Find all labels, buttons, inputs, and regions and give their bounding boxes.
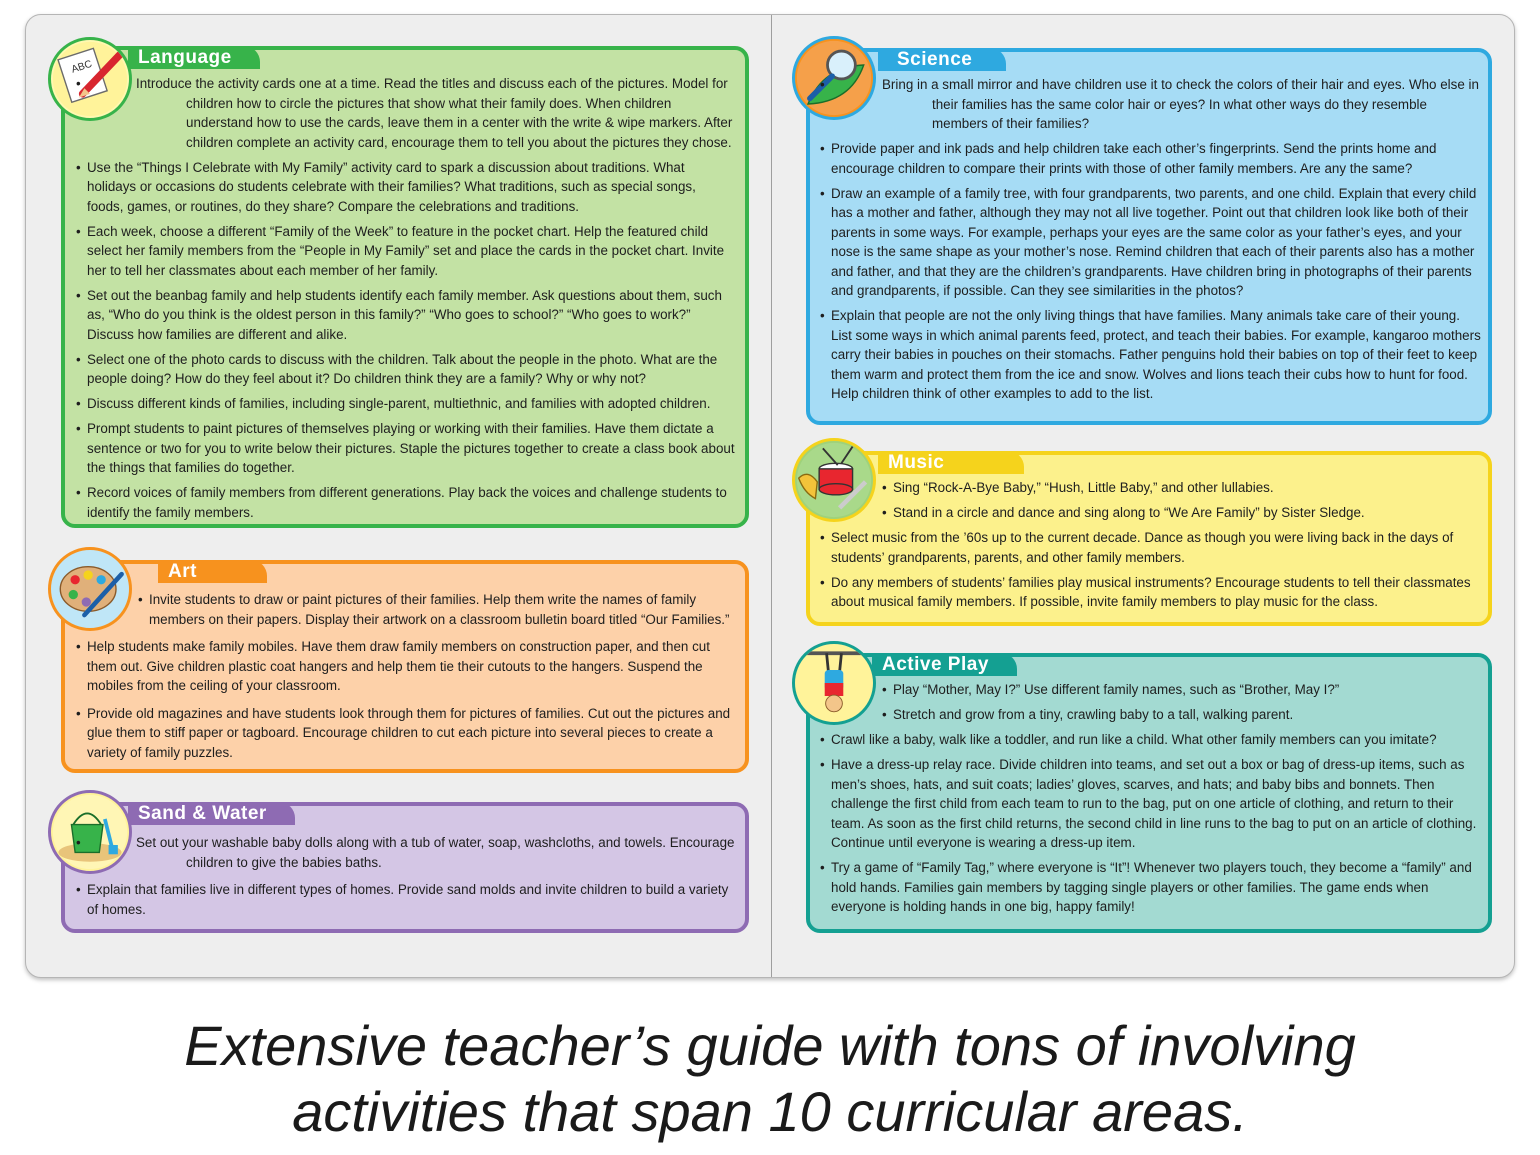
list-item: • Bring in a small mirror and have children use it to check the colors of their hair and eyes. Who else in their families has the same color hair or eyes? In what other ways do they resemble members of their families? — [870, 75, 1482, 134]
list-item: • Have a dress-up relay race. Divide children into teams, and set out a box or bag of dress-up items, such as men’s shoes, hats, and suit coats; ladies’ gloves, scarves, and hats; and baby bibs and bonnets. Then challenge the first child from each team to run to the bag, put on one article of clothing, and return to their team. As soon as the first child returns, the second child in line runs to the bag to put on an article of clothing. Continue until everyone is wearing a dress-up item. — [820, 755, 1484, 853]
language-tab: Language — [128, 46, 260, 69]
list-item: • Try a game of “Family Tag,” where everyone is “It”! Whenever two players touch, they become a “family” and hold hands. Families gain members by tagging single players or other families. The game ends when everyone is holding hands in one big, happy family! — [820, 858, 1484, 917]
science-tab: Science — [878, 48, 1006, 71]
list-item: • Provide old magazines and have students look through them for pictures of families. Cut out the pictures and glue them to stiff paper or tagboard. Encourage children to cut each picture into several pieces to create a variety of family puzzles. — [76, 704, 738, 763]
list-item: • Select music from the ’60s up to the current decade. Dance as though you were living back in the days of students’ grandparents, parents, and other family members. — [820, 528, 1484, 567]
list-item: • Set out your washable baby dolls along with a tub of water, soap, washcloths, and towels. Encourage children to give the babies baths. — [126, 833, 740, 872]
list-item: • Stand in a circle and dance and sing along to “We Are Family” by Sister Sledge. — [882, 503, 1484, 523]
list-item: • Use the “Things I Celebrate with My Family” activity card to spark a discussion about traditions. What holidays or occasions do students celebrate with their families? What traditions, such as special songs, foods, games, or routines, do they share? Compare the celebrations and traditions. — [76, 158, 736, 217]
book-spine — [771, 15, 772, 977]
caption-line-1: Extensive teacher’s guide with tons of involving — [184, 1014, 1356, 1077]
list-item: • Draw an example of a family tree, with four grandparents, two parents, and one child. Explain that every child has a mother and father, although they may not all live together. Point out that children look like both of their parents in some ways. For example, perhaps your eyes are the same color as your father’s eyes, and your nose is the same shape as your mother’s nose. Remind children that each of their parents also has a mother and father, and that they are the children’s grandparents. Have children bring in photographs of their parents and grandparents, if possible. Can they see similarities in the photos? — [820, 184, 1482, 301]
list-item: • Each week, choose a different “Family of the Week” to feature in the pocket chart. Help the featured child select her family members from the “People in My Family” set and place the cards in the pocket chart. Invite her to tell her classmates about each member of her family. — [76, 222, 736, 281]
list-item: • Set out the beanbag family and help students identify each family member. Ask questions about them, such as, “Who do you think is the oldest person in this family?” “Who goes to school?” “Who goes to work?” Discuss how families are different and alike. — [76, 286, 736, 345]
list-item: • Invite students to draw or paint pictures of their families. Help them write the names of family members on their papers. Display their artwork on a classroom bulletin board titled “Our Families.” — [138, 590, 738, 629]
list-item: • Discuss different kinds of families, including single-parent, multiethnic, and families with adopted children. — [76, 394, 736, 414]
caption-line-2: activities that span 10 curricular areas. — [292, 1080, 1248, 1143]
science-content — [820, 75, 1482, 409]
language-content — [76, 74, 736, 528]
sand-water-content — [76, 833, 740, 925]
list-item: • Do any members of students’ families play musical instruments? Encourage students to tell their classmates about musical family members. If possible, invite family members to play music for the class. — [820, 573, 1484, 612]
art-tab: Art — [158, 560, 267, 583]
active-play-tab: Active Play — [872, 653, 1017, 676]
list-item: • Play “Mother, May I?” Use different family names, such as “Brother, May I?” — [882, 680, 1484, 700]
list-item: • Crawl like a baby, walk like a toddler, and run like a child. What other family members can you imitate? — [820, 730, 1484, 750]
svg-text:ABC: ABC — [70, 58, 94, 76]
sand-water-tab: Sand & Water — [128, 802, 295, 825]
music-tab: Music — [878, 451, 1024, 474]
caption — [0, 1013, 1540, 1145]
music-content — [820, 478, 1484, 617]
list-item: • Sing “Rock-A-Bye Baby,” “Hush, Little Baby,” and other lullabies. — [882, 478, 1484, 498]
list-item: • Explain that families live in different types of homes. Provide sand molds and invite children to build a variety of homes. — [76, 880, 740, 919]
list-item: • Explain that people are not the only living things that have families. Many animals take care of their young. List some ways in which animal parents feed, protect, and teach their babies. For example, kangaroo mothers carry their babies in pouches on their stomachs. Father penguins hold their babies on top of their feet to keep them warm and protect them from the ice and snow. Wolves and lions teach their cubs how to hunt for food. Help children think of other examples to add to the list. — [820, 306, 1482, 404]
list-item: • Record voices of family members from different generations. Play back the voices and challenge students to identify the family members. — [76, 483, 736, 522]
art-content — [76, 590, 738, 768]
list-item: • Help students make family mobiles. Have them draw family members on construction paper, and then cut them out. Give children plastic coat hangers and help them tie their cutouts to the hangers. Suspend the mobiles from the ceiling of your classroom. — [76, 637, 738, 696]
list-item: • Provide paper and ink pads and help children take each other’s fingerprints. Send the prints home and encourage children to compare their prints with those of other family members. Are any the same? — [820, 139, 1482, 178]
active-play-content — [820, 680, 1484, 922]
list-item: • Stretch and grow from a tiny, crawling baby to a tall, walking parent. — [882, 705, 1484, 725]
list-item: • Introduce the activity cards one at a time. Read the titles and discuss each of the pictures. Model for children how to circle the pictures that show what their family does. When children understand how to use the cards, leave them in a center with the write & wipe markers. After children complete an activity card, encourage them to tell you about the pictures they chose. — [126, 74, 736, 152]
list-item: • Select one of the photo cards to discuss with the children. Talk about the people in the photo. What are the people doing? How do they feel about it? Do children think they are a family? Why or why not? — [76, 350, 736, 389]
list-item: • Prompt students to paint pictures of themselves playing or working with their families. Have them dictate a sentence or two for you to write below their pictures. Staple the pictures together to create a class book about the things that families do together. — [76, 419, 736, 478]
